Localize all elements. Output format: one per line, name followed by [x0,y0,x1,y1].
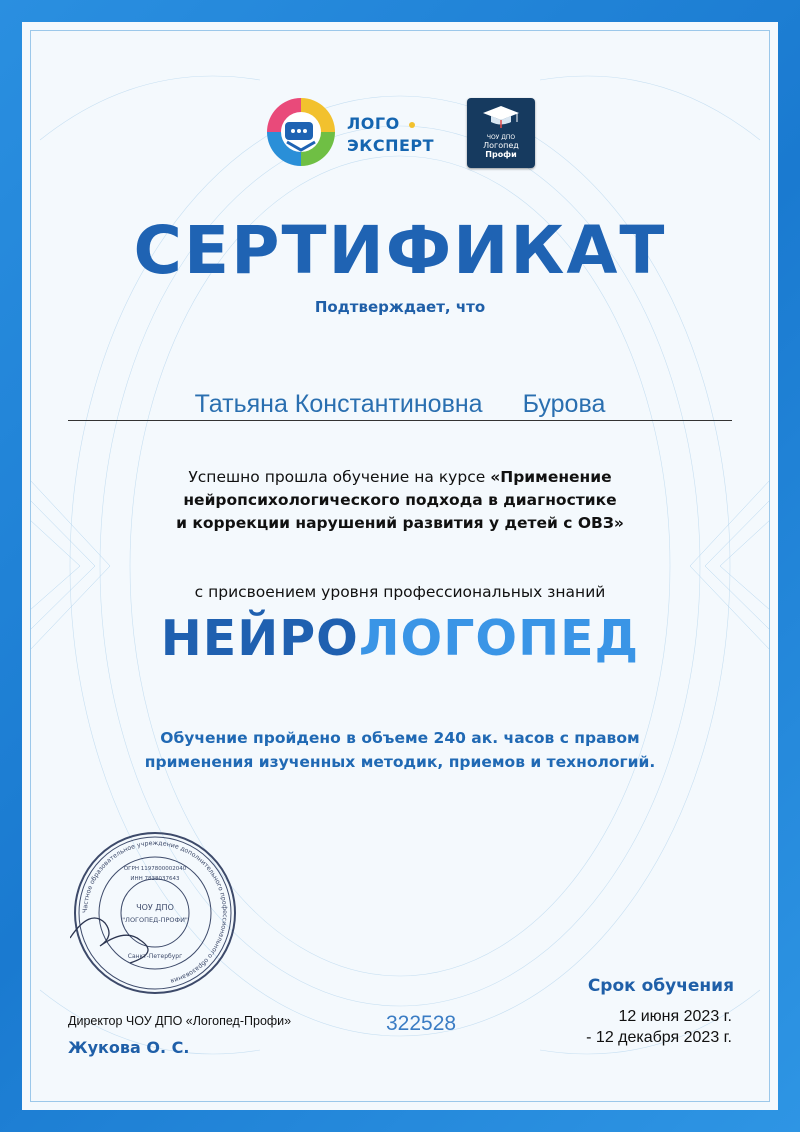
hours-line2: применения изученных методик, приемов и технологий. [144,753,656,771]
course-prefix: Успешно прошла обучение на курсе [188,468,486,486]
logo-profi-line2: Логопед [483,141,519,150]
qualification-level [0,610,800,667]
recipient-name [68,390,732,421]
level-label: с присвоением уровня профессиональных знаний [194,583,606,601]
logo-profi-line1: ЧОУ ДПО [486,134,516,141]
level-part2: ЛОГОПЕД [358,610,640,667]
confirms-text: Подтверждает, что [314,298,486,316]
term-from: 12 июня 2023 г. [618,1008,732,1025]
graduation-cap-icon [467,98,535,130]
logo-expert-icon [265,96,337,168]
level-part1: НЕЙРО [160,610,359,667]
stamp-ogrn: ОГРН 1197800002040 [123,866,187,872]
logo-profi-line3: Профи [485,150,517,159]
director-title: Директор ЧОУ ДПО «Логопед-Профи» [68,1014,292,1028]
logo-expert [265,96,445,166]
logo-logoped-profi [467,98,535,168]
stamp-ring-text: Частное образовательное учреждение дополнительного профессионального образования [81,839,229,985]
logo-expert-line2: ЭКСПЕРТ [347,136,435,155]
course-name-line2: нейропсихологического подхода в диагностике [183,491,617,509]
certificate-title: СЕРТИФИКАТ [133,212,667,289]
logo-expert-line1: ЛОГО [347,114,400,133]
logo-dot [409,122,415,128]
course-name-line3: и коррекции нарушений развития у детей с ОВЗ» [176,514,624,532]
stamp-center-line2: "ЛОГОПЕД-ПРОФИ" [122,916,188,924]
recipient-first-names: Татьяна Константиновна [194,390,483,418]
term-title: Срок обучения [587,976,734,996]
hours-statement [60,726,740,774]
organization-stamp [70,828,240,998]
term-to: - 12 декабря 2023 г. [586,1029,732,1046]
stamp-city: Санкт-Петербург [127,953,183,960]
recipient-surname: Бурова [522,390,606,418]
course-name-line1: «Применение [490,468,612,486]
director-name: Жукова О. С. [68,1038,190,1057]
course-description [80,466,720,535]
stamp-inn: ИНН 7838037643 [130,876,180,882]
stamp-center-line1: ЧОУ ДПО [136,903,174,912]
certificate-number: 322528 [386,1012,457,1035]
hours-line1: Обучение пройдено в объеме 240 ак. часов с правом [160,729,640,747]
